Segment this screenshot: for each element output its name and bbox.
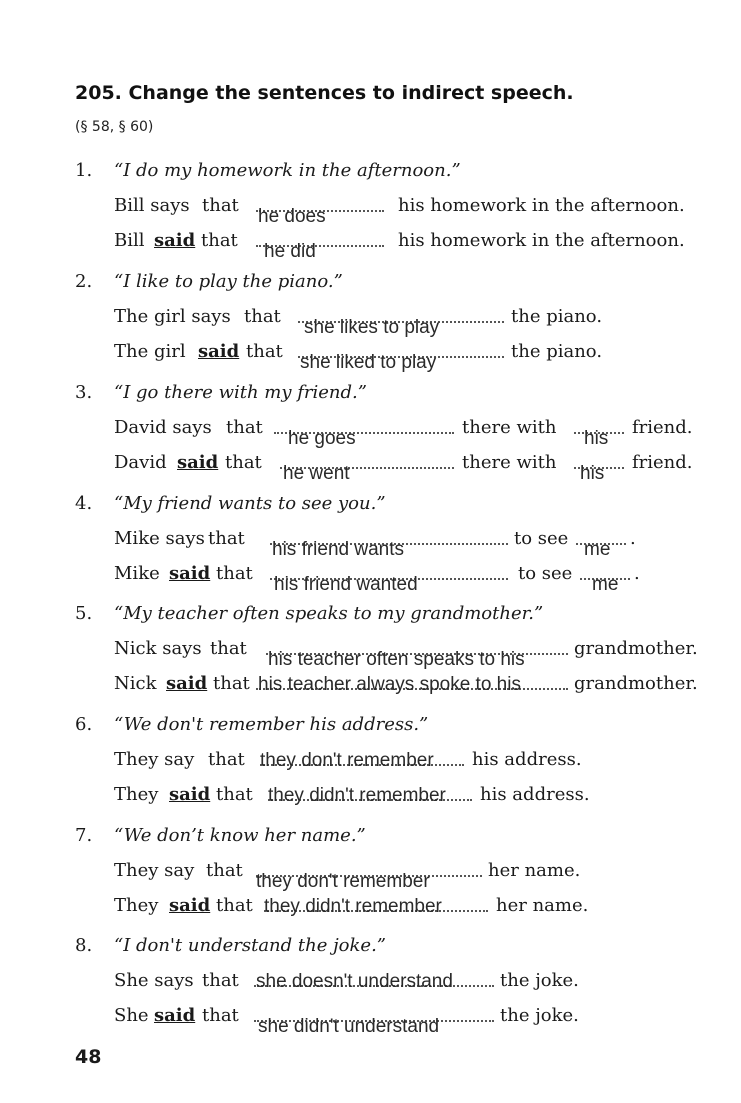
says-line — [114, 521, 734, 560]
direct-speech-prompt: “My friend wants to see you.” — [114, 493, 386, 514]
exercise-item-5 — [0, 603, 741, 711]
said-word: said — [166, 673, 208, 694]
said-word: said — [154, 230, 196, 251]
handwritten-answer: his teacher always spoke to his — [258, 674, 521, 695]
sentence-end: grandmother. — [574, 638, 698, 659]
subject-text: They say — [114, 749, 195, 770]
answer-blank[interactable] — [256, 206, 384, 227]
sentence-end: his address. — [472, 749, 582, 770]
that-text: that — [210, 638, 247, 659]
sentence-end: the piano. — [511, 306, 603, 327]
sentence-end: friend. — [632, 417, 693, 438]
answer-blank[interactable] — [270, 539, 508, 560]
handwritten-answer: his friend wanted — [274, 574, 418, 595]
answer-blank-2[interactable] — [574, 463, 624, 484]
handwritten-answer: he does — [258, 206, 326, 227]
sentence-end: the joke. — [500, 1005, 579, 1026]
subject-text: David says — [114, 417, 212, 438]
sentence-end: . — [634, 563, 640, 584]
answer-blank[interactable] — [268, 785, 472, 806]
answer-blank[interactable] — [254, 971, 494, 992]
said-word: said — [154, 1005, 196, 1026]
direct-speech-prompt: “I do my homework in the afternoon.” — [114, 160, 461, 181]
that-text: that — [208, 528, 245, 549]
said-word: said — [198, 341, 240, 362]
handwritten-answer: she didn't understand — [258, 1016, 440, 1037]
direct-speech-prompt: “We don’t know her name.” — [114, 825, 366, 846]
item-number: 5. — [75, 603, 93, 624]
item-number: 1. — [75, 160, 93, 181]
handwritten-answer: his teacher often speaks to his — [268, 649, 525, 670]
sentence-end: the piano. — [511, 341, 603, 362]
that-text: that — [213, 673, 250, 694]
said-line — [114, 888, 734, 918]
item-number: 6. — [75, 714, 93, 735]
that-text: that — [244, 306, 281, 327]
subject-text: Nick says — [114, 638, 202, 659]
exercise-item-7 — [0, 825, 741, 933]
that-text: that — [225, 452, 262, 473]
answer-blank[interactable] — [280, 463, 454, 484]
mid-text: there with — [462, 452, 557, 473]
subject-text: Bill — [114, 230, 145, 251]
handwritten-answer: she likes to play — [304, 317, 440, 338]
handwritten-answer-2: me — [592, 574, 619, 595]
answer-blank[interactable] — [256, 871, 482, 892]
handwritten-answer: he did — [264, 241, 316, 262]
subject-text: Bill says — [114, 195, 190, 216]
exercise-item-8 — [0, 935, 741, 1043]
subject-text: The girl — [114, 341, 186, 362]
says-line — [114, 410, 734, 449]
subject-text: David — [114, 452, 167, 473]
says-line — [114, 631, 734, 670]
handwritten-answer-2: me — [584, 539, 611, 560]
said-word: said — [169, 895, 211, 916]
that-text: that — [216, 895, 253, 916]
item-number: 3. — [75, 382, 93, 403]
that-text: that — [201, 230, 238, 251]
said-line — [114, 445, 734, 484]
says-line — [114, 853, 734, 892]
sentence-end: the joke. — [500, 970, 579, 991]
that-text: that — [206, 860, 243, 881]
handwritten-answer: they don't remember — [256, 871, 430, 892]
exercise-item-1 — [0, 160, 741, 268]
said-word: said — [177, 452, 219, 473]
answer-blank[interactable] — [256, 674, 568, 695]
that-text: that — [226, 417, 263, 438]
sentence-end: . — [630, 528, 636, 549]
says-line — [114, 299, 734, 338]
handwritten-answer: he goes — [288, 428, 356, 449]
that-text: that — [202, 195, 239, 216]
exercise-item-2 — [0, 271, 741, 379]
subject-text: They say — [114, 860, 195, 881]
page-number: 48 — [75, 1046, 102, 1068]
said-line — [114, 998, 734, 1037]
direct-speech-prompt: “I go there with my friend.” — [114, 382, 367, 403]
mid-text: to see — [514, 528, 569, 549]
answer-blank-2[interactable] — [576, 539, 626, 560]
subject-text: Nick — [114, 673, 157, 694]
item-number: 8. — [75, 935, 93, 956]
subject-text: She says — [114, 970, 194, 991]
handwritten-answer: he went — [283, 463, 350, 484]
says-line — [114, 963, 734, 993]
subject-text: She — [114, 1005, 149, 1026]
that-text: that — [216, 563, 253, 584]
answer-blank-2[interactable] — [574, 428, 624, 449]
handwritten-answer: they didn't remember — [268, 785, 446, 806]
direct-speech-prompt: “I don't understand the joke.” — [114, 935, 386, 956]
item-number: 4. — [75, 493, 93, 514]
mid-text: there with — [462, 417, 557, 438]
handwritten-answer: his friend wants — [272, 539, 405, 560]
direct-speech-prompt: “We don't remember his address.” — [114, 714, 429, 735]
subject-text: The girl says — [114, 306, 231, 327]
handwritten-answer-2: his — [584, 428, 609, 449]
exercise-heading: 205. Change the sentences to indirect speech. — [75, 82, 574, 104]
answer-blank[interactable] — [266, 649, 568, 670]
handwritten-answer: they don't remember — [260, 750, 434, 771]
that-text: that — [202, 970, 239, 991]
said-line — [114, 777, 734, 807]
said-line — [114, 666, 734, 696]
sentence-end: grandmother. — [574, 673, 698, 694]
mid-text: to see — [518, 563, 573, 584]
said-line — [114, 556, 734, 595]
answer-blank[interactable] — [254, 1016, 494, 1037]
sentence-end: his homework in the afternoon. — [398, 195, 685, 216]
said-line — [114, 334, 734, 373]
handwritten-answer-2: his — [580, 463, 605, 484]
that-text: that — [216, 784, 253, 805]
said-word: said — [169, 784, 211, 805]
answer-blank[interactable] — [274, 428, 454, 449]
subject-text: Mike — [114, 563, 160, 584]
says-line — [114, 742, 734, 772]
handwritten-answer: she liked to play — [300, 352, 437, 373]
said-line — [114, 223, 734, 262]
direct-speech-prompt: “My teacher often speaks to my grandmother.” — [114, 603, 544, 624]
answer-blank[interactable] — [260, 750, 464, 771]
answer-blank[interactable] — [298, 317, 504, 338]
grammar-references: (§ 58, § 60) — [75, 119, 154, 135]
exercise-item-6 — [0, 714, 741, 822]
sentence-end: friend. — [632, 452, 693, 473]
subject-text: Mike says — [114, 528, 205, 549]
answer-blank[interactable] — [256, 241, 384, 262]
answer-blank[interactable] — [270, 574, 508, 595]
exercise-item-3 — [0, 382, 741, 490]
sentence-end: his homework in the afternoon. — [398, 230, 685, 251]
answer-blank[interactable] — [298, 352, 504, 373]
sentence-end: her name. — [496, 895, 589, 916]
item-number: 2. — [75, 271, 93, 292]
that-text: that — [208, 749, 245, 770]
exercise-item-4 — [0, 493, 741, 601]
handwritten-answer: she doesn't understand — [256, 971, 453, 992]
sentence-end: his address. — [480, 784, 590, 805]
answer-blank[interactable] — [264, 896, 488, 917]
handwritten-answer: they didn't remember — [264, 896, 442, 917]
says-line — [114, 188, 734, 227]
subject-text: They — [114, 784, 159, 805]
that-text: that — [202, 1005, 239, 1026]
direct-speech-prompt: “I like to play the piano.” — [114, 271, 343, 292]
sentence-end: her name. — [488, 860, 581, 881]
said-word: said — [169, 563, 211, 584]
that-text: that — [246, 341, 283, 362]
item-number: 7. — [75, 825, 93, 846]
answer-blank-2[interactable] — [580, 574, 630, 595]
subject-text: They — [114, 895, 159, 916]
